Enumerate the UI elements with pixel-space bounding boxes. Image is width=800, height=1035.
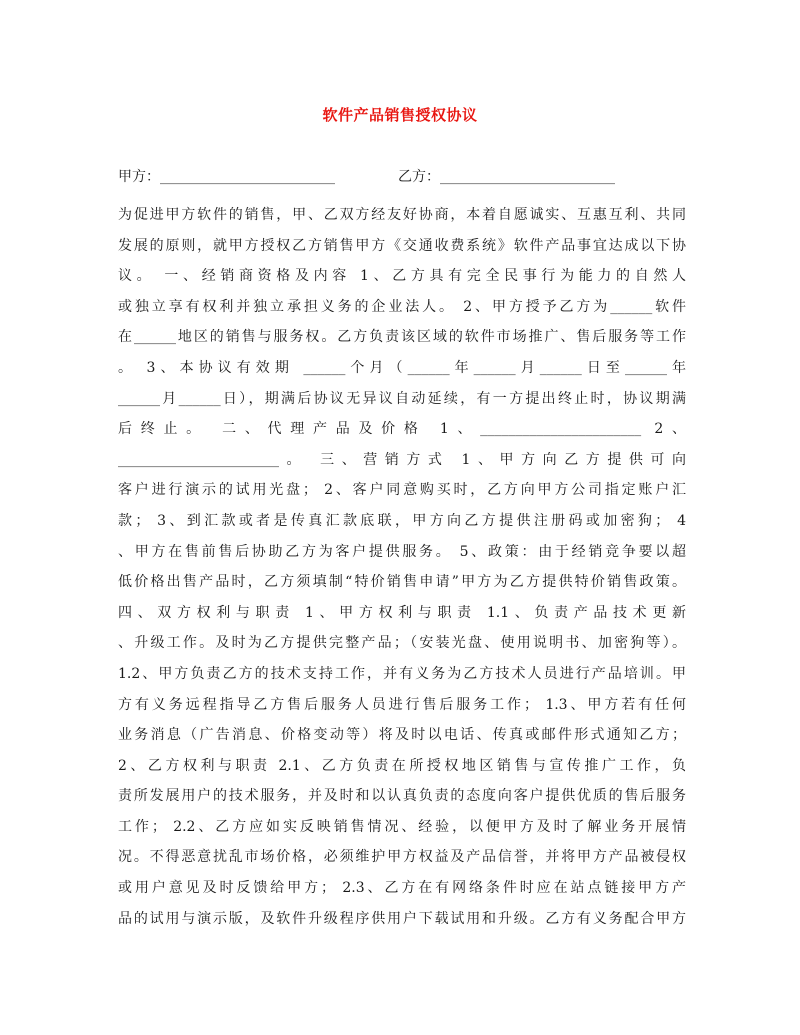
body-line: 发展的原则，就甲方授权乙方销售甲方《交通收费系统》软件产品事宜达成以下协 (118, 237, 686, 254)
body-line: 工作； 2.2、乙方应如实反映销售情况、经验，以便甲方及时了解业务开展情 (118, 818, 686, 835)
party-a-field: 甲方：_________________________ (118, 169, 335, 185)
body-line: 或独立享有权利并独立承担义务的企业法人。 2、甲方授予乙方为______软件 (118, 298, 686, 315)
body-line: 或用户意见及时反馈给甲方； 2.3、乙方在有网络条件时应在站点链接甲方产 (118, 880, 686, 897)
body-line: ______月______日），期满后协议无异议自动延续，有一方提出终止时，协议期满 (118, 390, 686, 407)
document-title: 软件产品销售授权协议 (322, 106, 478, 124)
body-line: 议。 一、经销商资格及内容 1、乙方具有完全民事行为能力的自然人 (118, 268, 686, 285)
body-line: 、升级工作。及时为乙方提供完整产品；（安装光盘、使用说明书、加密狗等）。 (118, 635, 686, 652)
body-line: 后终止。 二、代理产品及价格 1、_______________________ 2、 (118, 421, 686, 438)
party-row (118, 166, 688, 194)
body-line: 方有义务远程指导乙方售后服务人员进行售后服务工作； 1.3、甲方若有任何 (118, 696, 686, 713)
body-line: 业务消息（广告消息、价格变动等）将及时以电话、传真或邮件形式通知乙方； (118, 727, 686, 744)
body-line: 责所发展用户的技术服务，并及时和以认真负责的态度向客户提供优质的售后服务 (118, 788, 686, 805)
body-line: 在______地区的销售与服务权。乙方负责该区域的软件市场推广、售后服务等工作 (118, 329, 686, 346)
agreement-body (118, 200, 686, 934)
body-line: _______________________。 三、营销方式 1、甲方向乙方提供可向 (118, 451, 686, 468)
body-line: 况。不得恶意扰乱市场价格，必须维护甲方权益及产品信誉，并将甲方产品被侵权 (118, 849, 686, 866)
body-line: 低价格出售产品时，乙方须填制“特价销售申请”甲方为乙方提供特价销售政策。 (118, 574, 686, 591)
body-line: 2、乙方权利与职责 2.1、乙方负责在所授权地区销售与宣传推广工作，负 (118, 757, 686, 774)
party-b-field: 乙方：_________________________ (398, 169, 615, 185)
body-line: 为促进甲方软件的销售，甲、乙双方经友好协商，本着自愿诚实、互惠互利、共同 (118, 207, 686, 223)
body-line: 客户进行演示的试用光盘； 2、客户同意购买时，乙方向甲方公司指定账户汇 (118, 482, 686, 499)
body-line: 、甲方在售前售后协助乙方为客户提供服务。 5、政策：由于经销竞争要以超 (118, 543, 686, 560)
body-line: 1.2、甲方负责乙方的技术支持工作，并有义务为乙方技术人员进行产品培训。甲 (118, 665, 686, 682)
body-line: 款； 3、到汇款或者是传真汇款底联，甲方向乙方提供注册码或加密狗； 4 (118, 512, 686, 529)
body-line: 。 3、本协议有效期 ______个月（______年______月______日至______年 (118, 359, 686, 376)
body-line: 四、双方权利与职责 1、甲方权利与职责 1.1、负责产品技术更新 (118, 604, 686, 621)
body-line: 品的试用与演示版，及软件升级程序供用户下载试用和升级。乙方有义务配合甲方 (118, 910, 686, 927)
